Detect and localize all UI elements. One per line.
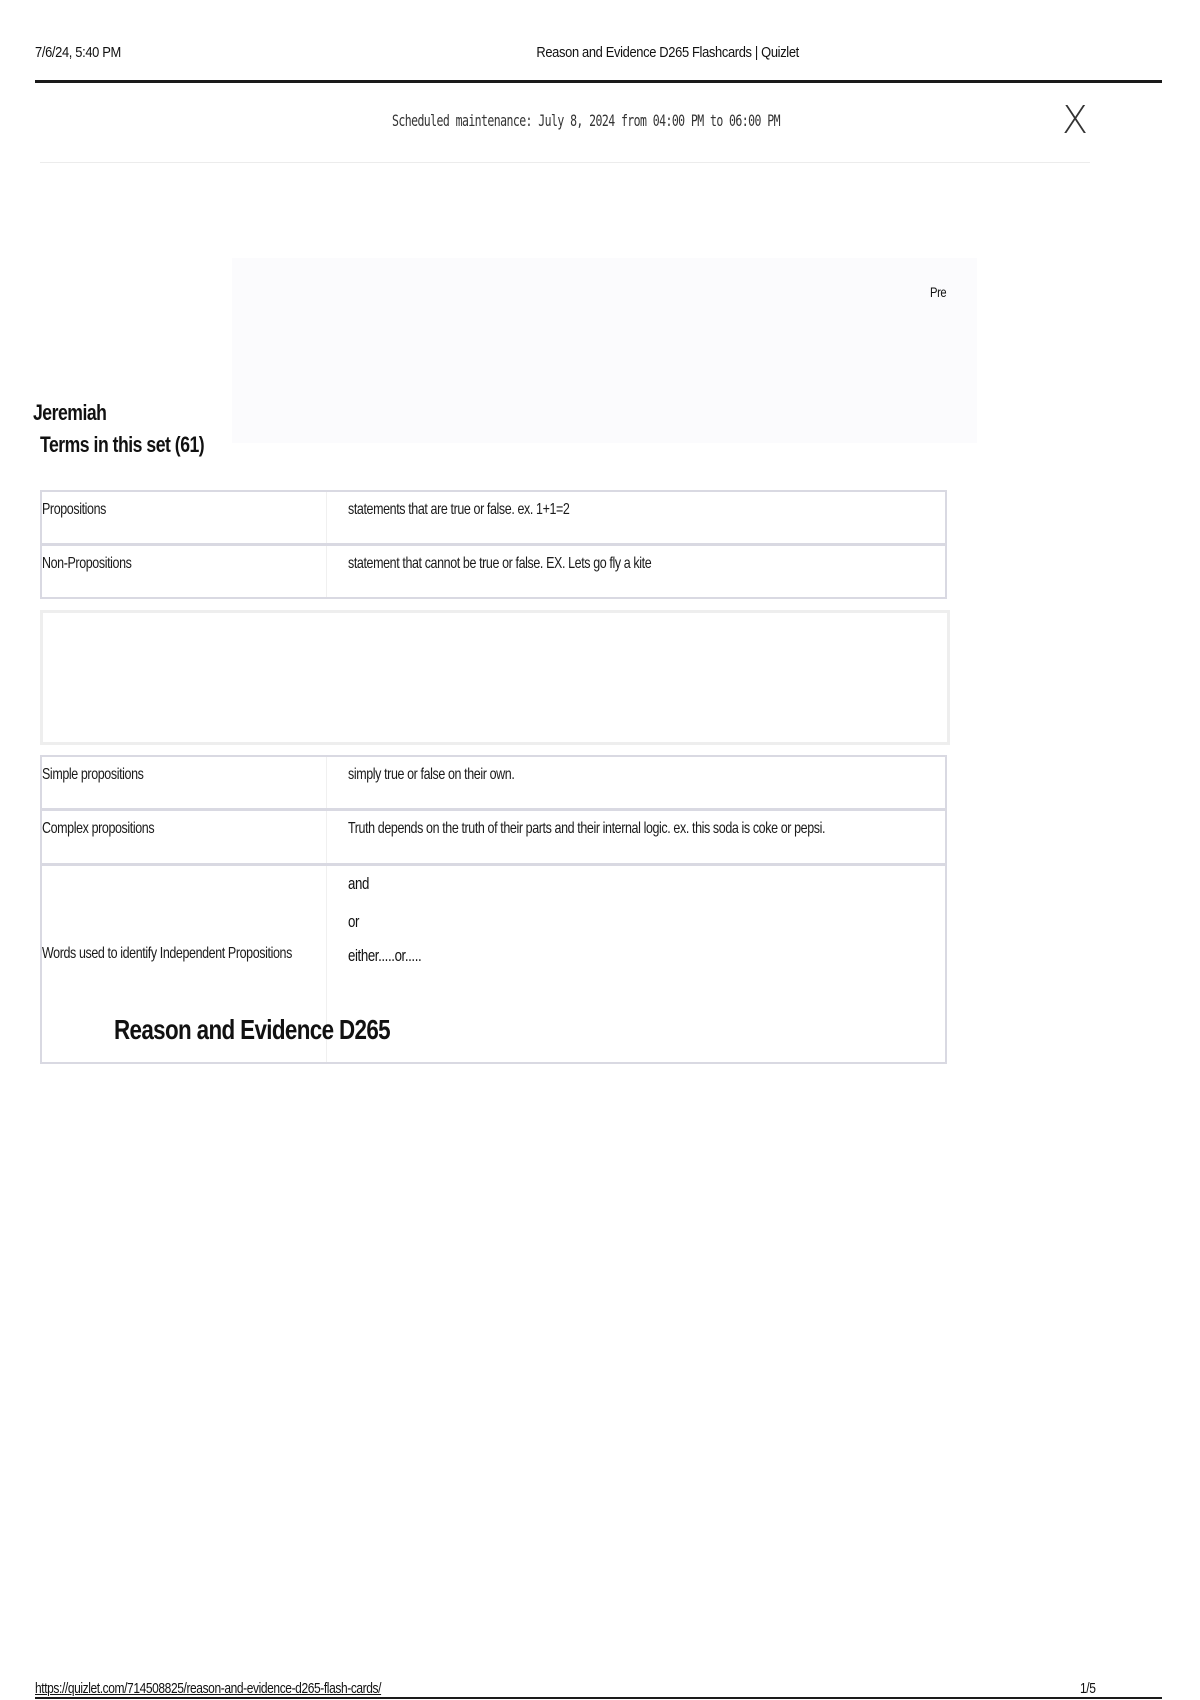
definition-line: and [348,874,369,893]
column-divider [326,757,327,808]
term-row [40,809,947,865]
footer-divider [35,1697,1162,1699]
preview-label[interactable]: Pre [930,284,947,300]
print-date: 7/6/24, 5:40 PM [35,44,121,61]
term-text: Simple propositions [42,766,144,783]
term-row [40,864,947,1064]
empty-card [40,610,950,745]
term-text: Complex propositions [42,820,155,837]
print-page-title: Reason and Evidence D265 Flashcards | Quizlet [536,44,799,61]
definition-text: statement that cannot be true or false. EX. Lets go fly a kite [348,555,652,572]
footer-page-number: 1/5 [1080,1680,1096,1697]
definition-text: Truth depends on the truth of their parts and their internal logic. ex. this soda is coke or pepsi. [348,820,826,837]
close-icon[interactable]: X [1061,98,1089,142]
term-row [40,755,947,810]
term-text: Non-Propositions [42,555,132,572]
maintenance-message: Scheduled maintenance: July 8, 2024 from 04:00 PM to 06:00 PM [392,111,780,130]
footer-url-link[interactable]: https://quizlet.com/714508825/reason-and-evidence-d265-flash-cards/ [35,1680,382,1697]
term-row [40,490,947,545]
column-divider [326,546,327,597]
definition-line: or [348,912,360,931]
maintenance-banner [40,96,1090,163]
column-divider [326,811,327,863]
term-text: Words used to identify Independent Propositions [42,945,292,962]
set-title: Reason and Evidence D265 [114,1014,390,1045]
definition-text: simply true or false on their own. [348,766,515,783]
definition-text: statements that are true or false. ex. 1+1=2 [348,501,570,518]
creator-name[interactable]: Jeremiah [33,400,107,425]
terms-count-heading: Terms in this set (61) [40,432,205,457]
preview-panel [232,258,977,443]
term-row [40,544,947,599]
term-text: Propositions [42,501,106,518]
definition-line: either.....or..... [348,946,422,965]
header-divider [35,80,1162,83]
column-divider [326,492,327,543]
print-header [35,44,1003,66]
